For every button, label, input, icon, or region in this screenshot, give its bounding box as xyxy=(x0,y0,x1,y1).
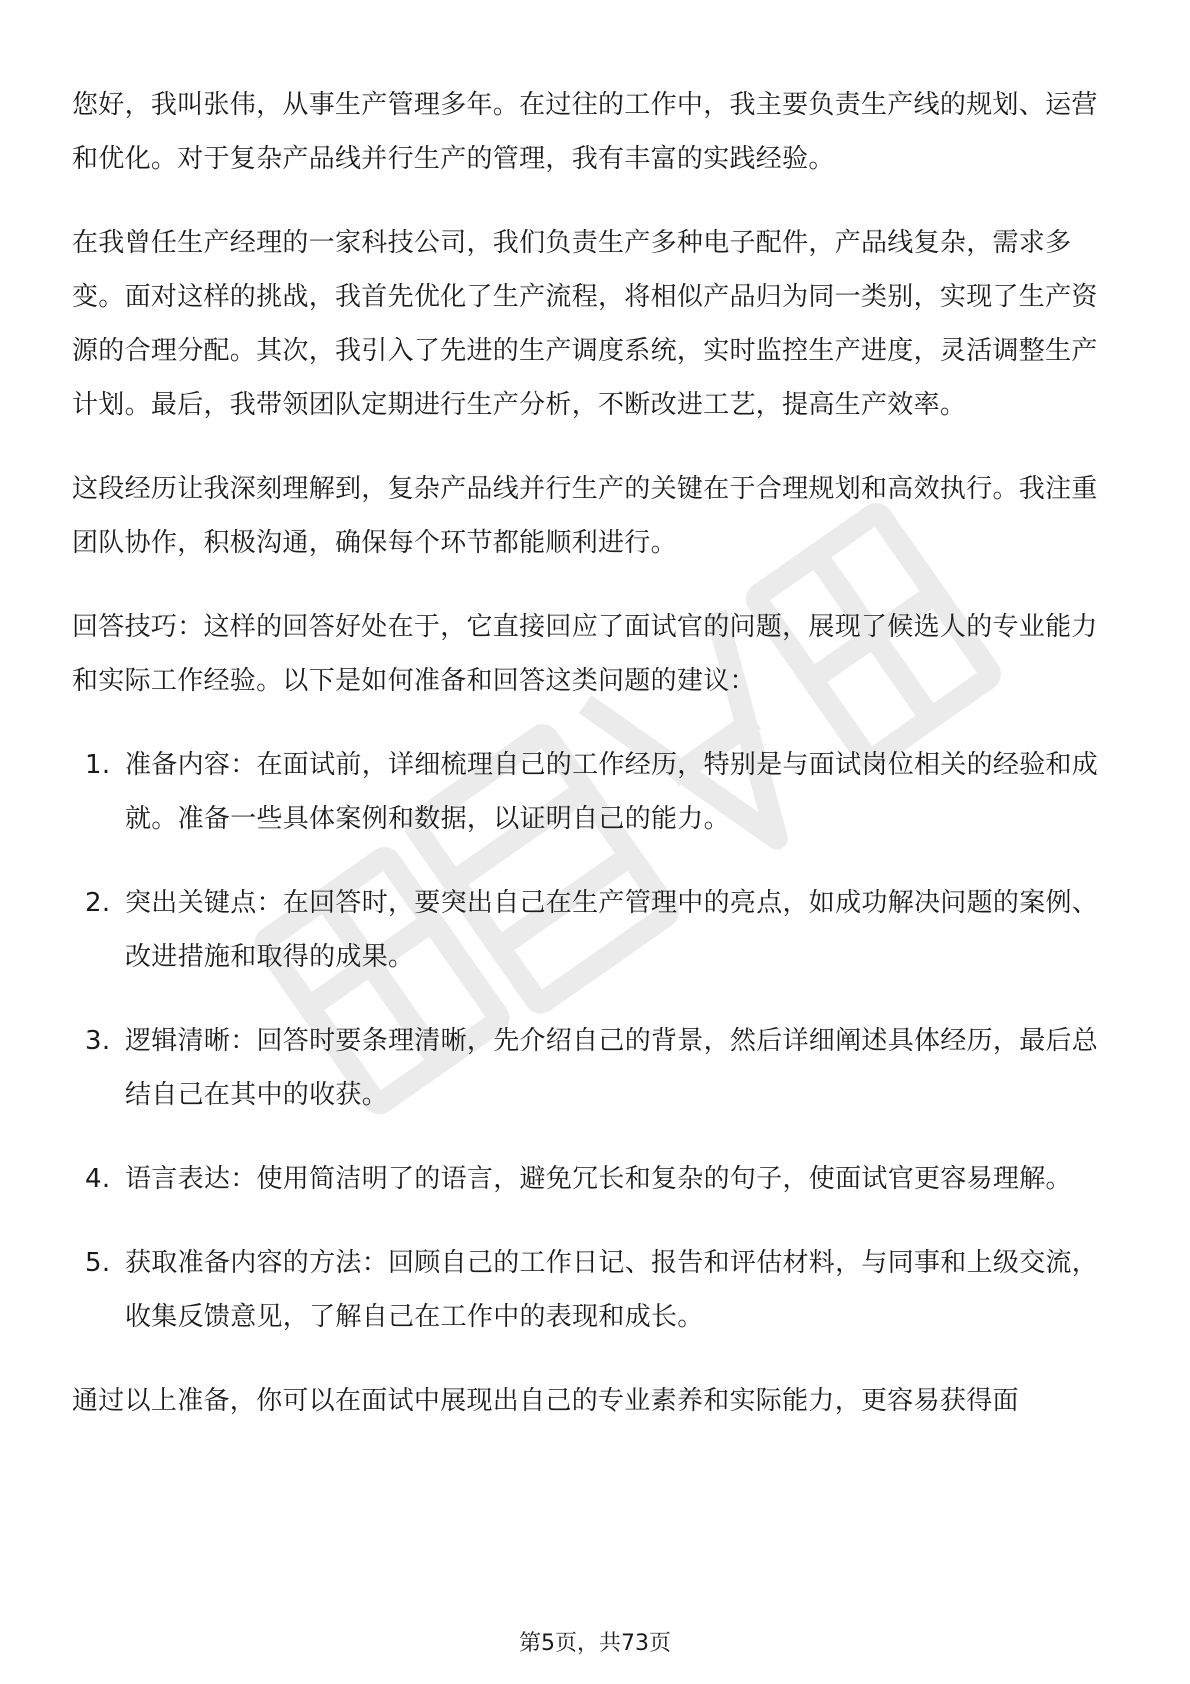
intro-paragraph: 您好，我叫张伟，从事生产管理多年。在过往的工作中，我主要负责生产线的规划、运营和优化。对于复杂产品线并行生产的管理，我有丰富的实践经验。 xyxy=(72,90,1098,174)
list-item-text: 准备内容：在面试前，详细梳理自己的工作经历，特别是与面试岗位相关的经验和成就。准备一些具体案例和数据，以证明自己的能力。 xyxy=(125,750,1099,834)
document-body xyxy=(72,78,1122,1458)
list-item-text: 获取准备内容的方法：回顾自己的工作日记、报告和评估材料，与同事和上级交流，收集反馈意见，了解自己在工作中的表现和成长。 xyxy=(125,1248,1099,1332)
list-item xyxy=(72,1014,1122,1122)
tips-list xyxy=(72,738,1122,1344)
list-item-number: 1. xyxy=(85,750,111,780)
tips-intro-paragraph: 回答技巧：这样的回答好处在于，它直接回应了面试官的问题，展现了候选人的专业能力和实际工作经验。以下是如何准备和回答这类问题的建议： xyxy=(72,612,1098,696)
list-item-number: 3. xyxy=(85,1026,111,1056)
list-item xyxy=(72,1152,1122,1206)
list-item-text: 语言表达：使用简洁明了的语言，避免冗长和复杂的句子，使面试官更容易理解。 xyxy=(125,1164,1072,1194)
list-item xyxy=(72,738,1122,846)
list-item-text: 突出关键点：在回答时，要突出自己在生产管理中的亮点，如成功解决问题的案例、改进措施和取得的成果。 xyxy=(125,888,1099,972)
list-item xyxy=(72,876,1122,984)
list-item-number: 5. xyxy=(85,1248,111,1278)
reflection-paragraph: 这段经历让我深刻理解到，复杂产品线并行生产的关键在于合理规划和高效执行。我注重团队协作，积极沟通，确保每个环节都能顺利进行。 xyxy=(72,474,1098,558)
list-item-number: 2. xyxy=(85,888,111,918)
list-item-text: 逻辑清晰：回答时要条理清晰，先介绍自己的背景，然后详细阐述具体经历，最后总结自己在其中的收获。 xyxy=(125,1026,1099,1110)
experience-paragraph: 在我曾任生产经理的一家科技公司，我们负责生产多种电子配件，产品线复杂，需求多变。面对这样的挑战，我首先优化了生产流程，将相似产品归为同一类别，实现了生产资源的合理分配。其次，我引入了先进的生产调度系统，实时监控生产进度，灵活调整生产计划。最后，我带领团队定期进行生产分析，不断改进工艺，提高生产效率。 xyxy=(72,228,1098,420)
page-number: 第5页，共73页 xyxy=(519,1631,671,1656)
list-item-number: 4. xyxy=(85,1164,111,1194)
closing-paragraph: 通过以上准备，你可以在面试中展现出自己的专业素养和实际能力，更容易获得面 xyxy=(72,1386,1019,1416)
list-item xyxy=(72,1236,1122,1344)
